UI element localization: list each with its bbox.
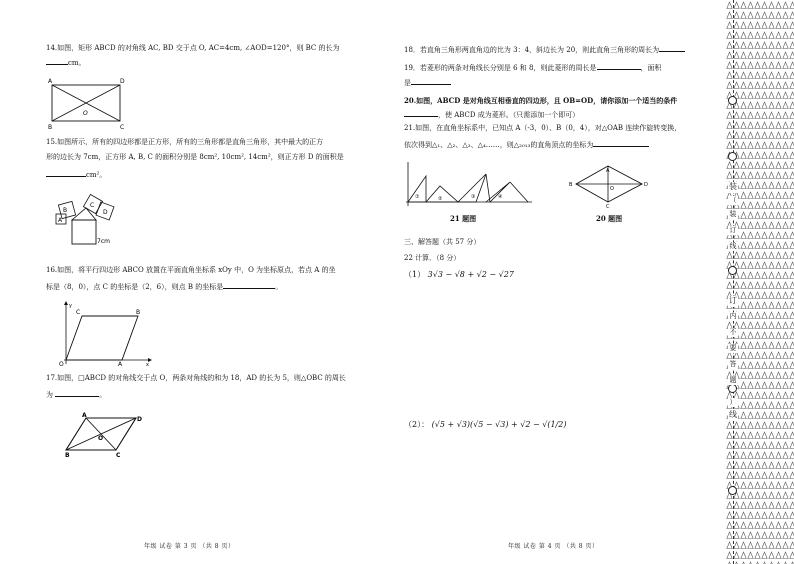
- q22-part2-prefix: （2）：: [404, 420, 430, 429]
- q16-coordinate-figure: [56, 300, 154, 366]
- label-o: O: [83, 110, 88, 117]
- question-19: [404, 62, 714, 89]
- q17-answer-blank[interactable]: [55, 389, 99, 397]
- section-3-heading: 三、解答题（共 57 分）: [404, 238, 481, 246]
- q19-area-blank[interactable]: [411, 77, 451, 85]
- label-o: O: [59, 361, 64, 366]
- question-18: [404, 44, 714, 55]
- q15-answer-blank[interactable]: [46, 169, 86, 177]
- label-d: D: [120, 78, 125, 85]
- q17-line2: 为: [46, 391, 53, 400]
- q14-answer-blank[interactable]: [46, 57, 68, 65]
- question-17: [46, 374, 366, 401]
- label-d: D: [644, 182, 648, 188]
- q20-answer-blank[interactable]: [404, 109, 438, 117]
- fig20-caption: 20 题图: [596, 214, 623, 223]
- label-c: C: [120, 124, 125, 130]
- parallelogram-abco: [66, 316, 138, 360]
- q15-suffix: cm²。: [86, 170, 107, 179]
- label-b: B: [569, 182, 573, 188]
- label-c: C: [90, 202, 95, 209]
- q16-line2: 标是（8，0），点 C 的坐标是（2，6），则点 B 的坐标是: [46, 283, 224, 292]
- label-b: B: [65, 452, 70, 459]
- label-y: y: [69, 303, 72, 309]
- binding-hole-1: [728, 96, 737, 105]
- binding-char-xian: 线: [729, 410, 737, 419]
- q20-line1: 20.如图，ABCD 是对角线互相垂直的四边形，且 OB=OD，请你添加一个适当的条件: [404, 96, 678, 105]
- q22-part2-expression: (√5 + √3)(√5 − √3) + √2 − √(1/2): [431, 420, 567, 429]
- question-16: [46, 266, 366, 293]
- q16-answer-blank[interactable]: [223, 281, 275, 289]
- q17-parallelogram-figure: [64, 412, 146, 460]
- binding-note-3: 线: [729, 242, 737, 250]
- q19-text: 19．若菱形的两条对角线长分别是 6 和 8，则此菱形的周长是: [404, 64, 597, 72]
- label-x: x: [146, 362, 149, 366]
- label-b: B: [48, 124, 53, 130]
- label-a: A: [606, 168, 610, 174]
- right-page-footer: 年级 试卷 第 4 页 （共 8 页）: [508, 543, 599, 550]
- binding-triangle-pattern: [726, 0, 794, 564]
- label-c: C: [116, 452, 121, 459]
- label-a: A: [118, 361, 123, 366]
- q22-title: 22 计算．（8 分）: [404, 254, 461, 262]
- q17-suffix: 。: [99, 391, 107, 400]
- question-15: [46, 138, 366, 180]
- q22-part1-expression: 3√3 − √8 + √2 − √27: [427, 270, 514, 279]
- fig21-caption: 21 题图: [450, 214, 477, 223]
- label-o: O: [610, 186, 614, 192]
- label-a: A: [58, 217, 63, 224]
- binding-note-4: 内: [729, 312, 737, 320]
- binding-char-zhuang: 装: [729, 182, 737, 191]
- label-d: D: [103, 209, 108, 216]
- q22-part2: [404, 420, 566, 431]
- label-o: O: [98, 435, 104, 442]
- binding-note-2: 订: [729, 226, 737, 234]
- question-14: [46, 44, 366, 69]
- binding-char-ding: 订: [729, 296, 737, 305]
- q14-rectangle-figure: [46, 78, 130, 130]
- q15-line1: 15.如图所示，所有的四边形都是正方形，所有的三角形都是直角三角形，其中最大的正方: [46, 138, 324, 146]
- binding-hole-2: [728, 152, 737, 161]
- q15-squares-figure: [50, 194, 130, 254]
- fig21-label-2: ②: [438, 196, 443, 202]
- q22-part1: [404, 270, 514, 281]
- label-a: A: [48, 78, 53, 85]
- binding-note-0: （: [729, 196, 737, 204]
- binding-hole-3: [728, 266, 737, 275]
- y-axis-arrow: [64, 301, 68, 305]
- q21-line1: 21.如图，在直角坐标系中，已知点 A（-3，0）、B（0，4），对△OAB 连续作旋转变换，: [404, 124, 682, 132]
- left-page-footer: 年级 试卷 第 3 页 （共 8 页）: [144, 543, 235, 550]
- q16-suffix: 。: [275, 283, 283, 292]
- binding-note-6: 要: [729, 344, 737, 352]
- q19-line2: 是: [404, 79, 411, 88]
- fig21-label-4: ④: [498, 194, 503, 200]
- triangle-5-edge: [510, 182, 528, 202]
- label-d: D: [137, 416, 142, 423]
- binding-note-9: ）: [729, 398, 737, 406]
- q16-line1: 16.如图，将平行四边形 ABCO 放置在平面直角坐标系 xOy 中，O 为坐标原点，若点 A 的坐: [46, 266, 336, 274]
- label-b: B: [136, 309, 141, 316]
- q17-line1: 17.如图，□ABCD 的对角线交于点 O，两条对角线的和为 18，AD 的长为 5，则△OBC 的周长: [46, 374, 346, 382]
- binding-dashed-line: [733, 0, 734, 564]
- fig21-label-1: ①: [415, 194, 420, 200]
- binding-note-8: 题: [729, 376, 737, 384]
- label-b: B: [63, 207, 68, 214]
- question-21: [404, 124, 714, 151]
- q14-text: 14.如图，矩形 ABCD 的对角线 AC, BD 交于点 O, AC=4cm, ∠AOD=120°，则 BC 的长为: [46, 44, 340, 52]
- q19-perimeter-blank[interactable]: [597, 62, 641, 70]
- binding-hole-5: [728, 486, 737, 495]
- binding-note-7: 答: [729, 360, 737, 368]
- fig20-rhombus-figure: [568, 164, 652, 208]
- largest-square: [72, 220, 96, 244]
- fig21-rotation-figure: [404, 160, 534, 208]
- q14-suffix: cm。: [68, 59, 86, 68]
- q19-mid: ，面积: [640, 64, 662, 72]
- binding-note-5: 不: [729, 328, 737, 336]
- label-c: C: [76, 309, 81, 316]
- question-20: [404, 96, 714, 121]
- q18-answer-blank[interactable]: [659, 44, 685, 52]
- label-side: 7cm: [97, 238, 110, 245]
- label-c: C: [606, 204, 610, 208]
- q22-part1-prefix: （1）: [404, 270, 426, 279]
- fig21-label-3: ③: [471, 194, 476, 200]
- q15-line2: 形的边长为 7cm，正方形 A, B, C 的面积分别是 8cm², 10cm², 14cm²，则正方形 D 的面积是: [46, 153, 344, 162]
- q18-text: 18．若直角三角形两直角边的比为 3：4，斜边长为 20，则此直角三角形的周长为: [404, 46, 660, 54]
- q20-line2: ，使 ABCD 成为菱形。（只需添加一个即可）: [438, 111, 580, 120]
- binding-note-1: 装: [729, 210, 737, 218]
- q21-line2: 依次得到△₁、△₂、△₃、△₄……，则△₂₀₁₃的直角顶点的坐标为: [404, 141, 594, 150]
- q21-answer-blank[interactable]: [593, 139, 649, 147]
- label-a: A: [82, 412, 87, 419]
